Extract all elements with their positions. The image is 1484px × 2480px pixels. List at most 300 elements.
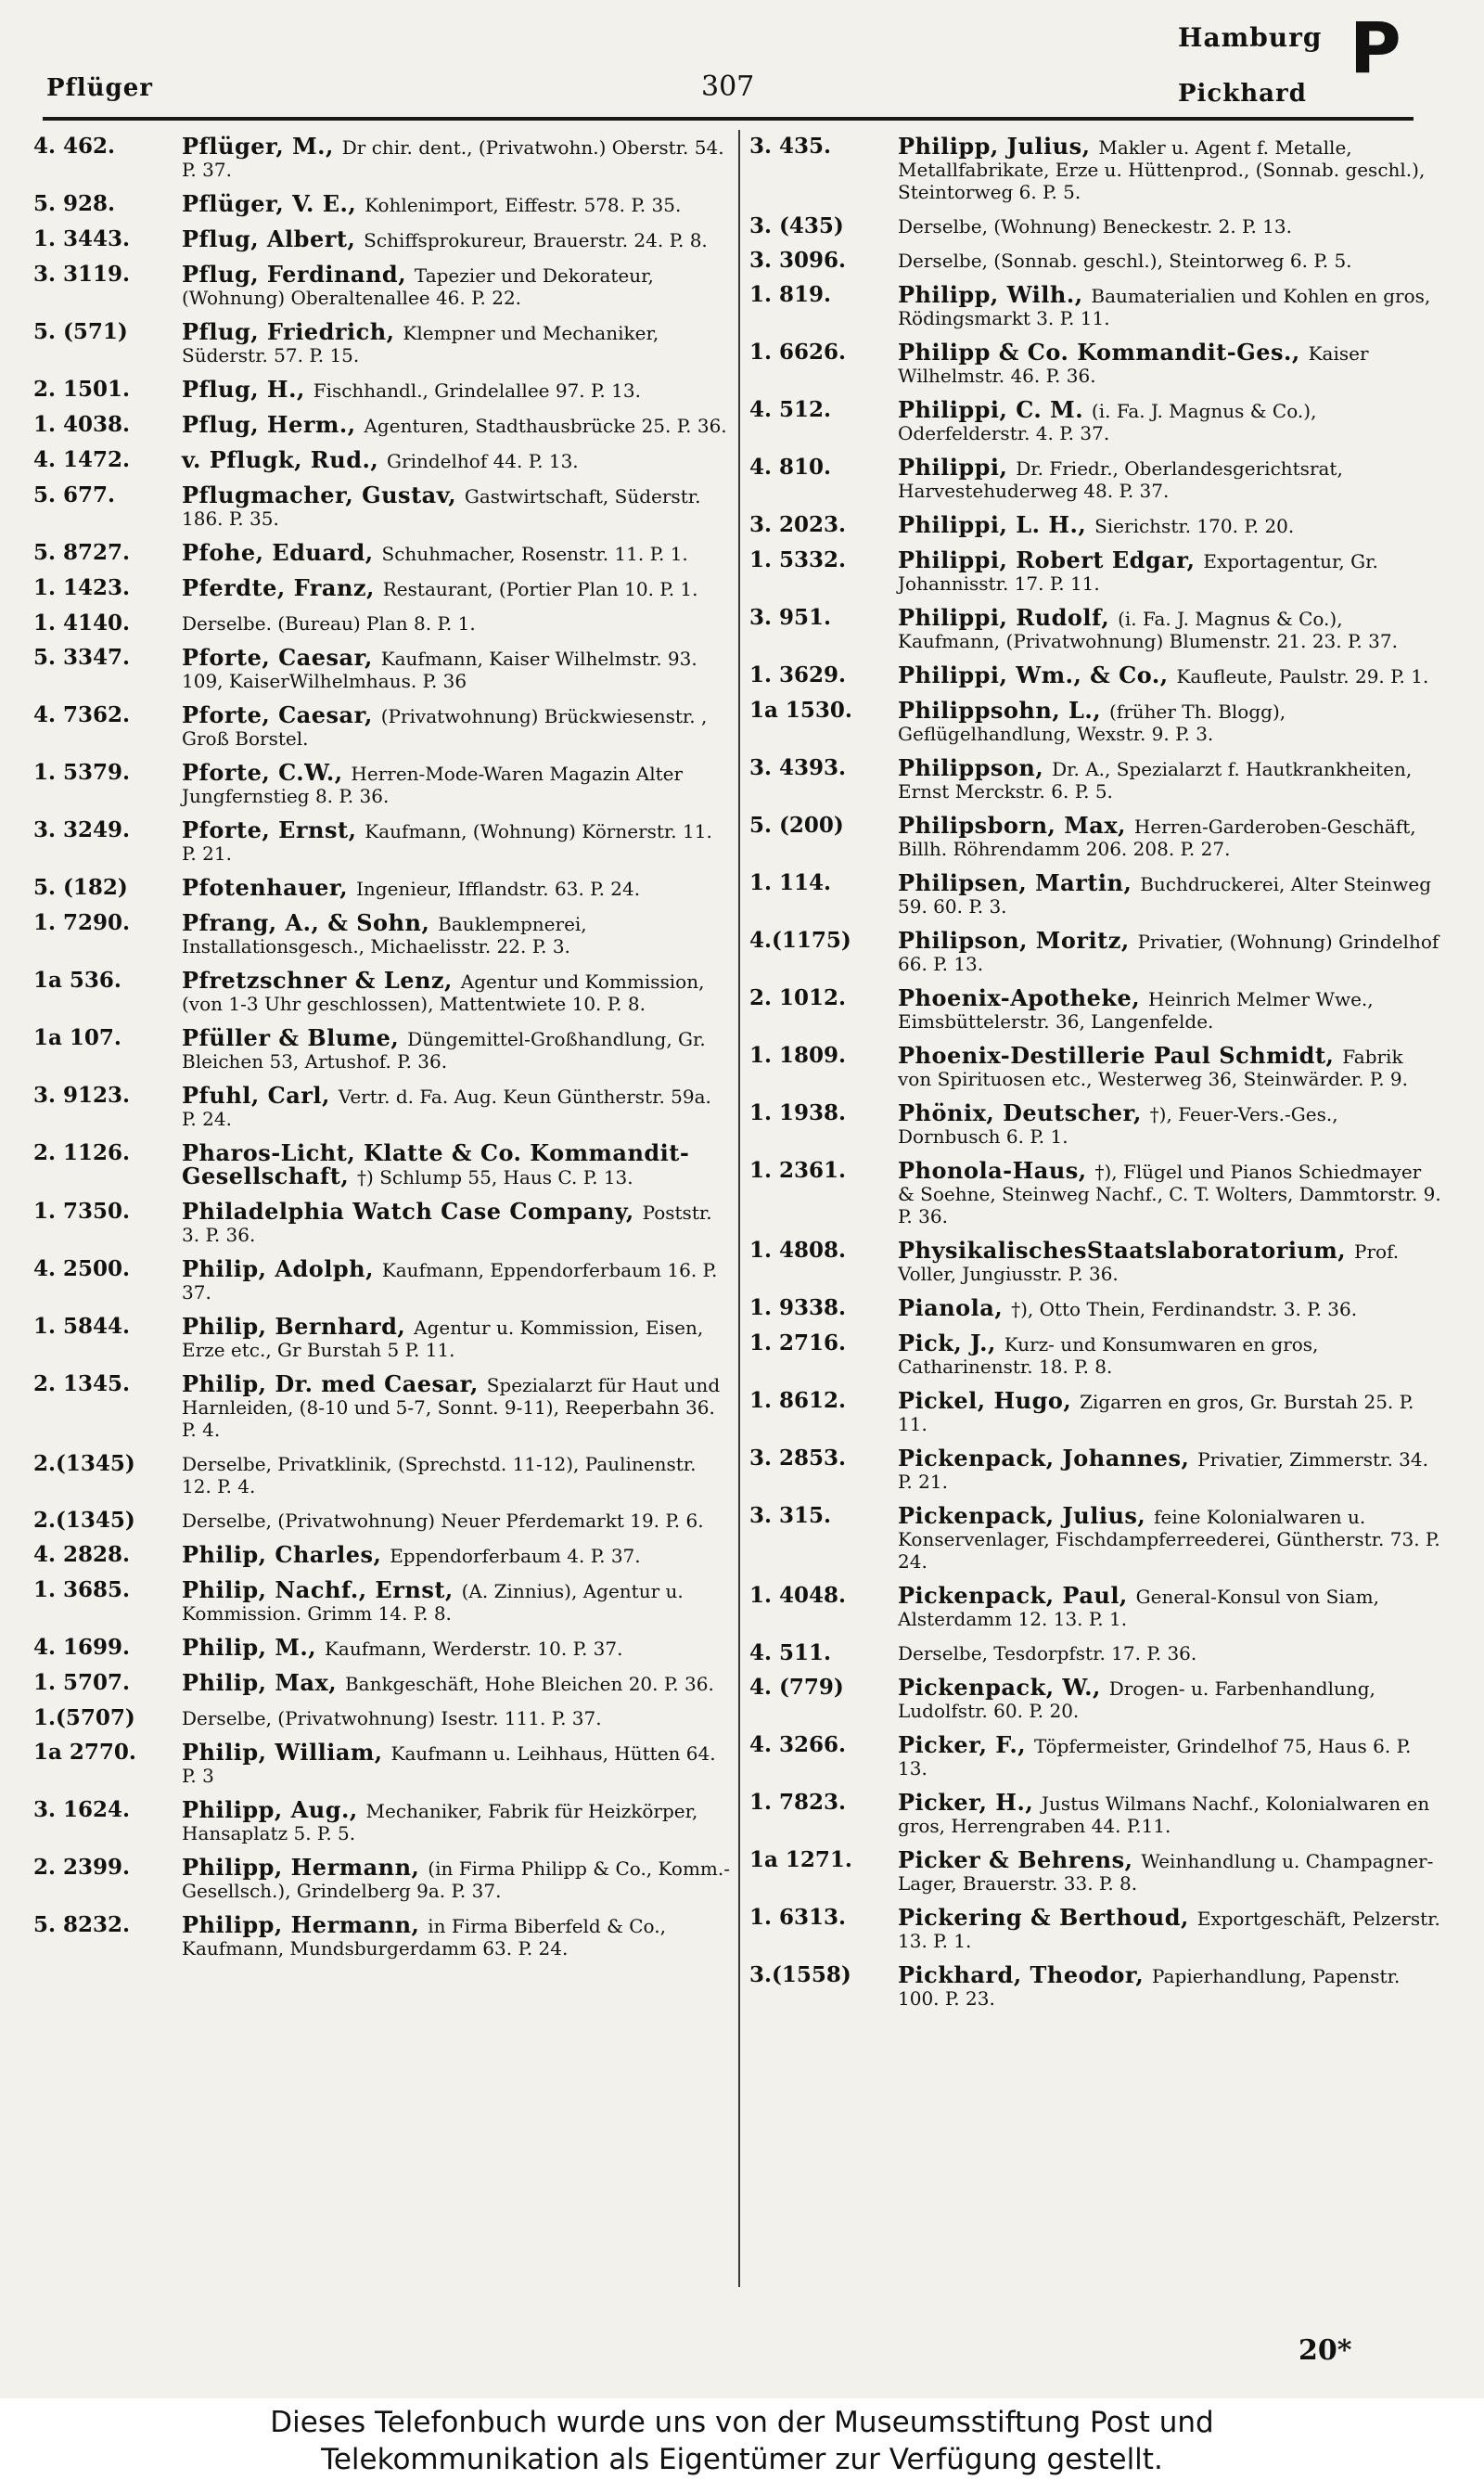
phone-number: 1a 2770. (33, 1740, 136, 1765)
entry-body (182, 759, 731, 807)
directory-entry (33, 1510, 731, 1532)
directory-entry (749, 215, 1441, 238)
entry-body (182, 376, 731, 403)
directory-entry (33, 376, 731, 403)
entry-details: Derselbe, (Privatwohnung) Isestr. 111. P. 37. (182, 1707, 602, 1729)
entry-details: Derselbe, (Wohnung) Beneckestr. 2. P. 13. (898, 215, 1292, 238)
entry-body (182, 909, 731, 957)
entry-details: Restaurant, (Portier Plan 10. P. 1. (382, 578, 698, 600)
subscriber-name: Pferdte, Franz, (182, 574, 375, 601)
phone-number: 2. 1345. (33, 1371, 131, 1396)
entry-details: Grindelhof 44. P. 13. (387, 450, 579, 472)
entry-body (182, 1139, 731, 1189)
entry-body (182, 1634, 731, 1661)
entry-details: Mechaniker, Fabrik für Heizkörper, Hansaplatz 5. P. 5. (182, 1800, 698, 1844)
subscriber-name: Philipsborn, Max, (898, 812, 1127, 839)
subscriber-name: Philippi, (898, 454, 1008, 481)
subscriber-name: Pflug, Ferdinand, (182, 261, 407, 288)
entry-details: Kaiser Wilhelmstr. 46. P. 36. (898, 342, 1369, 387)
entry-details: Kaufleute, Paulstr. 29. P. 1. (1176, 665, 1429, 687)
header-city: Hamburg (1178, 22, 1323, 53)
phone-number: 1. 4038. (33, 412, 131, 437)
directory-entry (33, 1139, 731, 1189)
directory-entry (749, 456, 1441, 502)
entry-body (898, 546, 1441, 595)
phone-number: 5. 677. (33, 482, 116, 508)
directory-entry (749, 869, 1441, 918)
subscriber-name: Philip, Nachf., Ernst, (182, 1576, 454, 1603)
subscriber-name: Philip, Max, (182, 1669, 338, 1696)
entry-body (182, 1541, 731, 1568)
entry-body (898, 281, 1441, 329)
entry-details: Derselbe. (Bureau) Plan 8. P. 1. (182, 612, 476, 635)
subscriber-name: v. Pflugk, Rud., (182, 446, 379, 473)
subscriber-name: Phonola-Haus, (898, 1157, 1087, 1184)
phone-number: 1a 1530. (749, 698, 852, 723)
entry-details: †), Feuer-Vers.-Ges., Dornbusch 6. P. 1. (898, 1103, 1338, 1148)
entry-body (182, 1510, 731, 1532)
phone-number: 2. 1012. (749, 985, 847, 1010)
footer-notice (0, 2398, 1484, 2480)
entry-body (898, 1846, 1441, 1895)
entry-body (898, 927, 1441, 975)
subscriber-name: Philippi, Wm., & Co., (898, 662, 1169, 688)
subscriber-name: Philipp & Co. Kommandit-Ges., (898, 339, 1300, 366)
phone-number: 5. 8727. (33, 540, 131, 565)
phone-number: 1. 114. (749, 870, 832, 895)
subscriber-name: Pfrang, A., & Sohn, (182, 909, 430, 936)
directory-entry (33, 263, 731, 309)
entry-body (898, 1502, 1441, 1573)
directory-entry (33, 411, 731, 438)
phone-number: 4. 2828. (33, 1542, 131, 1567)
subscriber-name: Pickenpack, Julius, (898, 1502, 1146, 1529)
entry-details: Agenturen, Stadthausbrücke 25. P. 36. (364, 415, 727, 437)
phone-number: 2. 1126. (33, 1140, 131, 1165)
entry-body (182, 484, 731, 530)
subscriber-name: Pfohe, Eduard, (182, 539, 374, 566)
entry-body (182, 225, 731, 252)
subscriber-name: Phoenix-Apotheke, (898, 984, 1141, 1011)
directory-entry (33, 909, 731, 957)
subscriber-name: Philipson, Moritz, (898, 927, 1130, 954)
subscriber-name: Pforte, Caesar, (182, 701, 373, 728)
entry-details: Kaufmann, (Wohnung) Körnerstr. 11. P. 21. (182, 820, 712, 865)
entry-body (182, 1707, 731, 1729)
directory-entry (749, 1904, 1441, 1952)
directory-entry (749, 396, 1441, 444)
phone-number: 1. 8612. (749, 1388, 847, 1413)
header-right-keyword: Pickhard (1178, 80, 1307, 108)
phone-number: 3. 3096. (749, 248, 847, 273)
entry-details: (Privatwohnung) Brückwiesenstr. , Groß Borstel. (182, 705, 708, 750)
subscriber-name: Pflüger, M., (182, 133, 334, 160)
directory-entry (749, 1582, 1441, 1630)
subscriber-name: Pflug, Albert, (182, 225, 356, 252)
directory-entry (749, 812, 1441, 860)
phone-number: 2. 2399. (33, 1855, 131, 1880)
subscriber-name: Pfüller & Blume, (182, 1024, 400, 1051)
entry-details: Schuhmacher, Rosenstr. 11. P. 1. (381, 543, 688, 565)
directory-entry (749, 984, 1441, 1033)
entry-body (898, 1731, 1441, 1780)
entry-details: (i. Fa. J. Magnus & Co.), Oderfelderstr. 4. P. 37. (898, 400, 1317, 444)
entry-details: Schiffsprokureur, Brauerstr. 24. P. 8. (364, 229, 708, 251)
phone-number: 3. 3249. (33, 817, 131, 842)
entry-details: Klempner und Mechaniker, Süderstr. 57. P. 15. (182, 322, 659, 366)
phone-number: 4. (779) (749, 1675, 844, 1700)
subscriber-name: Pickenpack, Paul, (898, 1582, 1128, 1609)
directory-entry (749, 1294, 1441, 1321)
directory-entry (33, 1082, 731, 1130)
entry-details: Dr. A., Spezialarzt f. Hautkrankheiten, Ernst Merckstr. 6. P. 5. (898, 758, 1413, 803)
subscriber-name: Pforte, Ernst, (182, 816, 357, 843)
phone-number: 5. 928. (33, 191, 116, 216)
directory-entry (749, 546, 1441, 595)
subscriber-name: Picker, F., (898, 1731, 1027, 1758)
directory-entry (33, 446, 731, 473)
entry-body (182, 263, 731, 309)
entry-body (898, 664, 1441, 687)
directory-entry (33, 1453, 731, 1497)
entry-body (898, 1099, 1441, 1148)
entry-body (898, 341, 1441, 387)
entry-details: (A. Zinnius), Agentur u. Kommission. Grimm 14. P. 8. (182, 1580, 684, 1625)
phone-number: 1. 7290. (33, 910, 131, 935)
phone-number: 3. 951. (749, 605, 832, 630)
subscriber-name: Philip, Dr. med Caesar, (182, 1370, 479, 1397)
directory-entry (749, 1157, 1441, 1227)
directory-entry (33, 1370, 731, 1441)
phone-number: 1. 6626. (749, 340, 847, 365)
footer-line-1: Dieses Telefonbuch wurde uns von der Museumsstiftung Post und (270, 2406, 1214, 2439)
subscriber-name: Philipsen, Martin, (898, 869, 1132, 896)
phone-number: 4. 1472. (33, 447, 131, 472)
phone-number: 5. (571) (33, 319, 128, 344)
directory-entry (33, 190, 731, 217)
entry-body (898, 396, 1441, 444)
subscriber-name: Pianola, (898, 1294, 1004, 1321)
phone-number: 1. 3443. (33, 226, 131, 251)
entry-body (182, 701, 731, 750)
subscriber-name: Pfretzschner & Lenz, (182, 967, 453, 994)
entry-details: Düngemittel-Großhandlung, Gr. Bleichen 53, Artushof. P. 36. (182, 1028, 706, 1073)
directory-entry (749, 754, 1441, 803)
entry-details: in Firma Biberfeld & Co., Kaufmann, Mundsburgerdamm 63. P. 24. (182, 1915, 666, 1960)
entry-body (182, 446, 731, 473)
header-left-keyword: Pflüger (46, 74, 153, 102)
phone-number: 5. 8232. (33, 1912, 131, 1937)
subscriber-name: Pickhard, Theodor, (898, 1961, 1145, 1988)
directory-entry (33, 967, 731, 1015)
entry-details: Fischhandl., Grindelallee 97. P. 13. (313, 379, 641, 402)
subscriber-name: Philipp, Julius, (898, 133, 1091, 160)
directory-entry (749, 1332, 1441, 1378)
header-letter: P (1350, 6, 1401, 89)
entry-body (182, 1453, 731, 1497)
subscriber-name: Pforte, C.W., (182, 759, 343, 786)
phone-number: 1. 819. (749, 282, 832, 307)
phone-number: 4. 512. (749, 397, 832, 422)
entry-details: Derselbe, Tesdorpfstr. 17. P. 36. (898, 1642, 1197, 1664)
directory-entry (749, 927, 1441, 975)
subscriber-name: Phoenix-Destillerie Paul Schmidt, (898, 1042, 1335, 1069)
entry-details: Kaufmann, Kaiser Wilhelmstr. 93. 109, KaiserWilhelmhaus. P. 36 (182, 648, 697, 692)
phone-number: 1. 2361. (749, 1158, 847, 1183)
entry-body (898, 1674, 1441, 1722)
entry-body (182, 1854, 731, 1902)
directory-entry (33, 1669, 731, 1696)
phone-number: 5. 3347. (33, 645, 131, 670)
entry-details: Bankgeschäft, Hohe Bleichen 20. P. 36. (344, 1673, 714, 1695)
phone-number: 3. 9123. (33, 1083, 131, 1108)
entry-body (898, 1582, 1441, 1630)
directory-entry (749, 664, 1441, 687)
entry-body (898, 754, 1441, 803)
entry-body (898, 1961, 1441, 2010)
directory-entry (33, 701, 731, 750)
entry-details: Privatier, (Wohnung) Grindelhof 66. P. 13. (898, 931, 1439, 975)
directory-entry (33, 644, 731, 692)
entry-details: Kaufmann u. Leihhaus, Hütten 64. P. 3 (182, 1742, 716, 1787)
entry-details: Vertr. d. Fa. Aug. Keun Güntherstr. 59a. P. 24. (182, 1086, 711, 1130)
entry-details: Drogen- u. Farbenhandlung, Ludolfstr. 60. P. 20. (898, 1677, 1375, 1722)
phone-number: 1. 3629. (749, 662, 847, 687)
entry-body (182, 574, 731, 601)
directory-entry (749, 1099, 1441, 1148)
entry-body (182, 1198, 731, 1246)
entry-body (182, 644, 731, 692)
directory-entry (33, 874, 731, 901)
entry-details: Derselbe, (Privatwohnung) Neuer Pferdemarkt 19. P. 6. (182, 1510, 704, 1532)
directory-entry (33, 1024, 731, 1073)
entry-body (182, 1741, 731, 1787)
footer-line-2: Telekommunikation als Eigentümer zur Verfügung gestellt. (321, 2443, 1163, 2476)
subscriber-name: Pflug, Friedrich, (182, 318, 395, 345)
subscriber-name: Philip, Charles, (182, 1541, 382, 1568)
phone-number: 4. 2500. (33, 1256, 131, 1281)
subscriber-name: Philippi, Rudolf, (898, 604, 1110, 631)
phone-number: 1. 5379. (33, 760, 131, 785)
phone-number: 1. 5707. (33, 1670, 131, 1695)
entry-body (898, 1387, 1441, 1435)
subscriber-name: Pflüger, V. E., (182, 190, 357, 217)
entry-body (182, 1576, 731, 1625)
entry-body (898, 1237, 1441, 1285)
entry-details: †) Schlump 55, Haus C. P. 13. (357, 1166, 633, 1189)
phone-number: 1a 1271. (749, 1847, 852, 1872)
entry-body (898, 1294, 1441, 1321)
entry-body (182, 318, 731, 366)
subscriber-name: Pfuhl, Carl, (182, 1082, 330, 1109)
entry-body (898, 869, 1441, 918)
subscriber-name: Philip, Adolph, (182, 1255, 374, 1282)
entry-details: Makler u. Agent f. Metalle, Metallfabrikate, Erze u. Hüttenprod., (Sonnab. geschl.), Steintorweg 6. P. 5. (898, 136, 1426, 203)
entry-details: Dr chir. dent., (Privatwohn.) Oberstr. 54. P. 37. (182, 136, 724, 181)
entry-details: Derselbe, Privatklinik, (Sprechstd. 11-12), Paulinenstr. 12. P. 4. (182, 1453, 697, 1497)
entry-details: Eppendorferbaum 4. P. 37. (390, 1545, 641, 1567)
entry-details: Exportgeschäft, Pelzerstr. 13. P. 1. (898, 1908, 1440, 1952)
directory-entry (749, 1447, 1441, 1493)
entry-details: Derselbe, (Sonnab. geschl.), Steintorweg 6. P. 5. (898, 250, 1352, 272)
entry-body (898, 1447, 1441, 1493)
subscriber-name: Pickering & Berthoud, (898, 1904, 1189, 1931)
directory-entry (33, 1313, 731, 1361)
entry-body (182, 874, 731, 901)
entry-body (898, 697, 1441, 745)
directory-entry (33, 1707, 731, 1729)
directory-entry (33, 225, 731, 252)
directory-entry (749, 250, 1441, 272)
entry-details: Justus Wilmans Nachf., Kolonialwaren en gros, Herrengraben 44. P.11. (898, 1793, 1430, 1837)
entry-details: General-Konsul von Siam, Alsterdamm 12. 13. P. 1. (898, 1586, 1379, 1630)
phone-number: 1. 4808. (749, 1238, 847, 1263)
entry-details: †), Flügel und Pianos Schiedmayer & Soehne, Steinweg Nachf., C. T. Wolters, Dammtorstr. 9. P. 36. (898, 1161, 1441, 1227)
directory-entry (749, 1042, 1441, 1090)
phone-number: 3. 315. (749, 1503, 832, 1528)
subscriber-name: Pforte, Caesar, (182, 644, 373, 671)
subscriber-name: Philippsohn, L., (898, 697, 1102, 724)
directory-entry (749, 511, 1441, 538)
entry-details: Spezialarzt für Haut und Harnleiden, (8-10 und 5-7, Sonnt. 9-11), Reeperbahn 36. P. 4. (182, 1374, 721, 1441)
subscriber-name: Pharos-Licht, Klatte & Co. Kommandit-Gesellschaft, (182, 1139, 690, 1189)
entry-details: Agentur u. Kommission, Eisen, Erze etc., Gr Burstah 5 P. 11. (182, 1317, 704, 1361)
subscriber-name: Picker, H., (898, 1789, 1034, 1816)
phone-number: 1. 6313. (749, 1905, 847, 1930)
entry-details: Agentur und Kommission, (von 1-3 Uhr geschlossen), Mattentwiete 10. P. 8. (182, 970, 705, 1015)
phone-number: 2. 1501. (33, 377, 131, 402)
directory-entry (33, 1854, 731, 1902)
entry-body (898, 1157, 1441, 1227)
phone-number: 3. 1624. (33, 1797, 131, 1822)
entry-details: Dr. Friedr., Oberlandesgerichtsrat, Harvestehuderweg 48. P. 37. (898, 457, 1343, 502)
phone-number: 3.(1558) (749, 1962, 851, 1987)
entry-body (898, 1332, 1441, 1378)
subscriber-name: Philipp, Aug., (182, 1796, 358, 1823)
subscriber-name: Philippi, Robert Edgar, (898, 546, 1196, 573)
entry-body (182, 135, 731, 181)
directory-entry (33, 1634, 731, 1661)
directory-entry (33, 1255, 731, 1304)
directory-entry (749, 1387, 1441, 1435)
entry-details: (früher Th. Blogg), Geflügelhandlung, Wexstr. 9. P. 3. (898, 700, 1286, 745)
phone-number: 2.(1345) (33, 1451, 135, 1476)
entry-details: Zigarren en gros, Gr. Burstah 25. P. 11. (898, 1391, 1414, 1435)
entry-details: Bauklempnerei, Installationsgesch., Michaelisstr. 22. P. 3. (182, 913, 587, 957)
directory-entry (33, 1541, 731, 1568)
entry-body (182, 1669, 731, 1696)
phone-number: 3. 3119. (33, 262, 131, 287)
entry-body (182, 612, 731, 635)
directory-entry (749, 341, 1441, 387)
phone-number: 1. 4048. (749, 1583, 847, 1608)
phone-number: 1. 4140. (33, 610, 131, 636)
entry-body (898, 812, 1441, 860)
directory-entry (33, 816, 731, 865)
entry-details: †), Otto Thein, Ferdinandstr. 3. P. 36. (1011, 1298, 1358, 1320)
entry-body (898, 135, 1441, 203)
directory-entry (33, 539, 731, 566)
phone-number: 1. 1423. (33, 575, 131, 600)
entry-body (182, 190, 731, 217)
entry-body (182, 1911, 731, 1960)
phone-number: 3. 2023. (749, 512, 847, 537)
phone-number: 1. 7823. (749, 1790, 847, 1815)
entry-details: Töpfermeister, Grindelhof 75, Haus 6. P. 13. (898, 1735, 1412, 1780)
subscriber-name: Pfotenhauer, (182, 874, 349, 901)
subscriber-name: Pickenpack, Johannes, (898, 1445, 1190, 1471)
entry-body (182, 1082, 731, 1130)
entry-details: Herren-Mode-Waren Magazin Alter Jungfernstieg 8. P. 36. (182, 763, 684, 807)
phone-number: 3. 2853. (749, 1446, 847, 1471)
subscriber-name: Pickenpack, W., (898, 1674, 1101, 1701)
directory-entry (33, 1796, 731, 1844)
left-column (33, 135, 731, 1972)
directory-entry (749, 604, 1441, 652)
subscriber-name: Philadelphia Watch Case Company, (182, 1198, 634, 1225)
phone-number: 4. 810. (749, 455, 832, 480)
phone-number: 1. 5332. (749, 547, 847, 572)
entry-details: Kurz- und Konsumwaren en gros, Catharinenstr. 18. P. 8. (898, 1333, 1319, 1378)
phone-number: 1a 107. (33, 1025, 122, 1050)
directory-entry (33, 1911, 731, 1960)
phone-number: 1. 9338. (749, 1295, 847, 1320)
entry-details: Baumaterialien und Kohlen en gros, Rödingsmarkt 3. P. 11. (898, 285, 1431, 329)
subscriber-name: PhysikalischesStaatslaboratorium, (898, 1237, 1347, 1264)
column-divider (738, 130, 740, 2287)
subscriber-name: Philippi, C. M. (898, 396, 1084, 423)
entry-body (898, 456, 1441, 502)
entry-body (898, 250, 1441, 272)
phone-number: 1. 5844. (33, 1314, 131, 1339)
directory-entry (749, 1642, 1441, 1664)
phone-number: 4. 3266. (749, 1732, 847, 1757)
entry-body (898, 215, 1441, 238)
entry-details: Kohlenimport, Eiffestr. 578. P. 35. (365, 194, 682, 216)
header-rule (43, 117, 1414, 121)
phone-number: 1. 1938. (749, 1100, 847, 1125)
entry-details: Gastwirtschaft, Süderstr. 186. P. 35. (182, 485, 701, 530)
entry-details: Weinhandlung u. Champagner-Lager, Brauerstr. 33. P. 8. (898, 1850, 1434, 1895)
directory-entry (33, 484, 731, 530)
entry-body (898, 1789, 1441, 1837)
entry-body (182, 411, 731, 438)
entry-details: (in Firma Philipp & Co., Komm.-Gesellsch.), Grindelberg 9a. P. 37. (182, 1857, 731, 1902)
phone-number: 4. 7362. (33, 702, 131, 727)
subscriber-name: Pickel, Hugo, (898, 1387, 1072, 1414)
phone-number: 1. 7350. (33, 1199, 131, 1224)
entry-details: Heinrich Melmer Wwe., Eimsbüttelerstr. 36, Langenfelde. (898, 988, 1374, 1033)
subscriber-name: Pick, J., (898, 1330, 996, 1356)
page-number: 307 (701, 71, 755, 103)
right-column (749, 135, 1441, 2022)
directory-entry (749, 1846, 1441, 1895)
phone-number: 1. 1809. (749, 1043, 847, 1068)
subscriber-name: Picker & Behrens, (898, 1846, 1133, 1873)
entry-details: feine Kolonialwaren u. Konservenlager, Fischdampferreederei, Güntherstr. 73. P. 24. (898, 1506, 1440, 1573)
entry-body (182, 967, 731, 1015)
phone-number: 3. 4393. (749, 755, 847, 780)
subscriber-name: Philip, William, (182, 1739, 383, 1766)
subscriber-name: Pflugmacher, Gustav, (182, 482, 457, 508)
entry-details: Papierhandlung, Papenstr. 100. P. 23. (898, 1965, 1401, 2010)
subscriber-name: Philip, M., (182, 1634, 317, 1661)
directory-entry (33, 574, 731, 601)
subscriber-name: Phönix, Deutscher, (898, 1099, 1142, 1126)
entry-details: Herren-Garderoben-Geschäft, Billh. Röhrendamm 206. 208. P. 27. (898, 816, 1416, 860)
directory-entry (749, 281, 1441, 329)
directory-entry (33, 1576, 731, 1625)
